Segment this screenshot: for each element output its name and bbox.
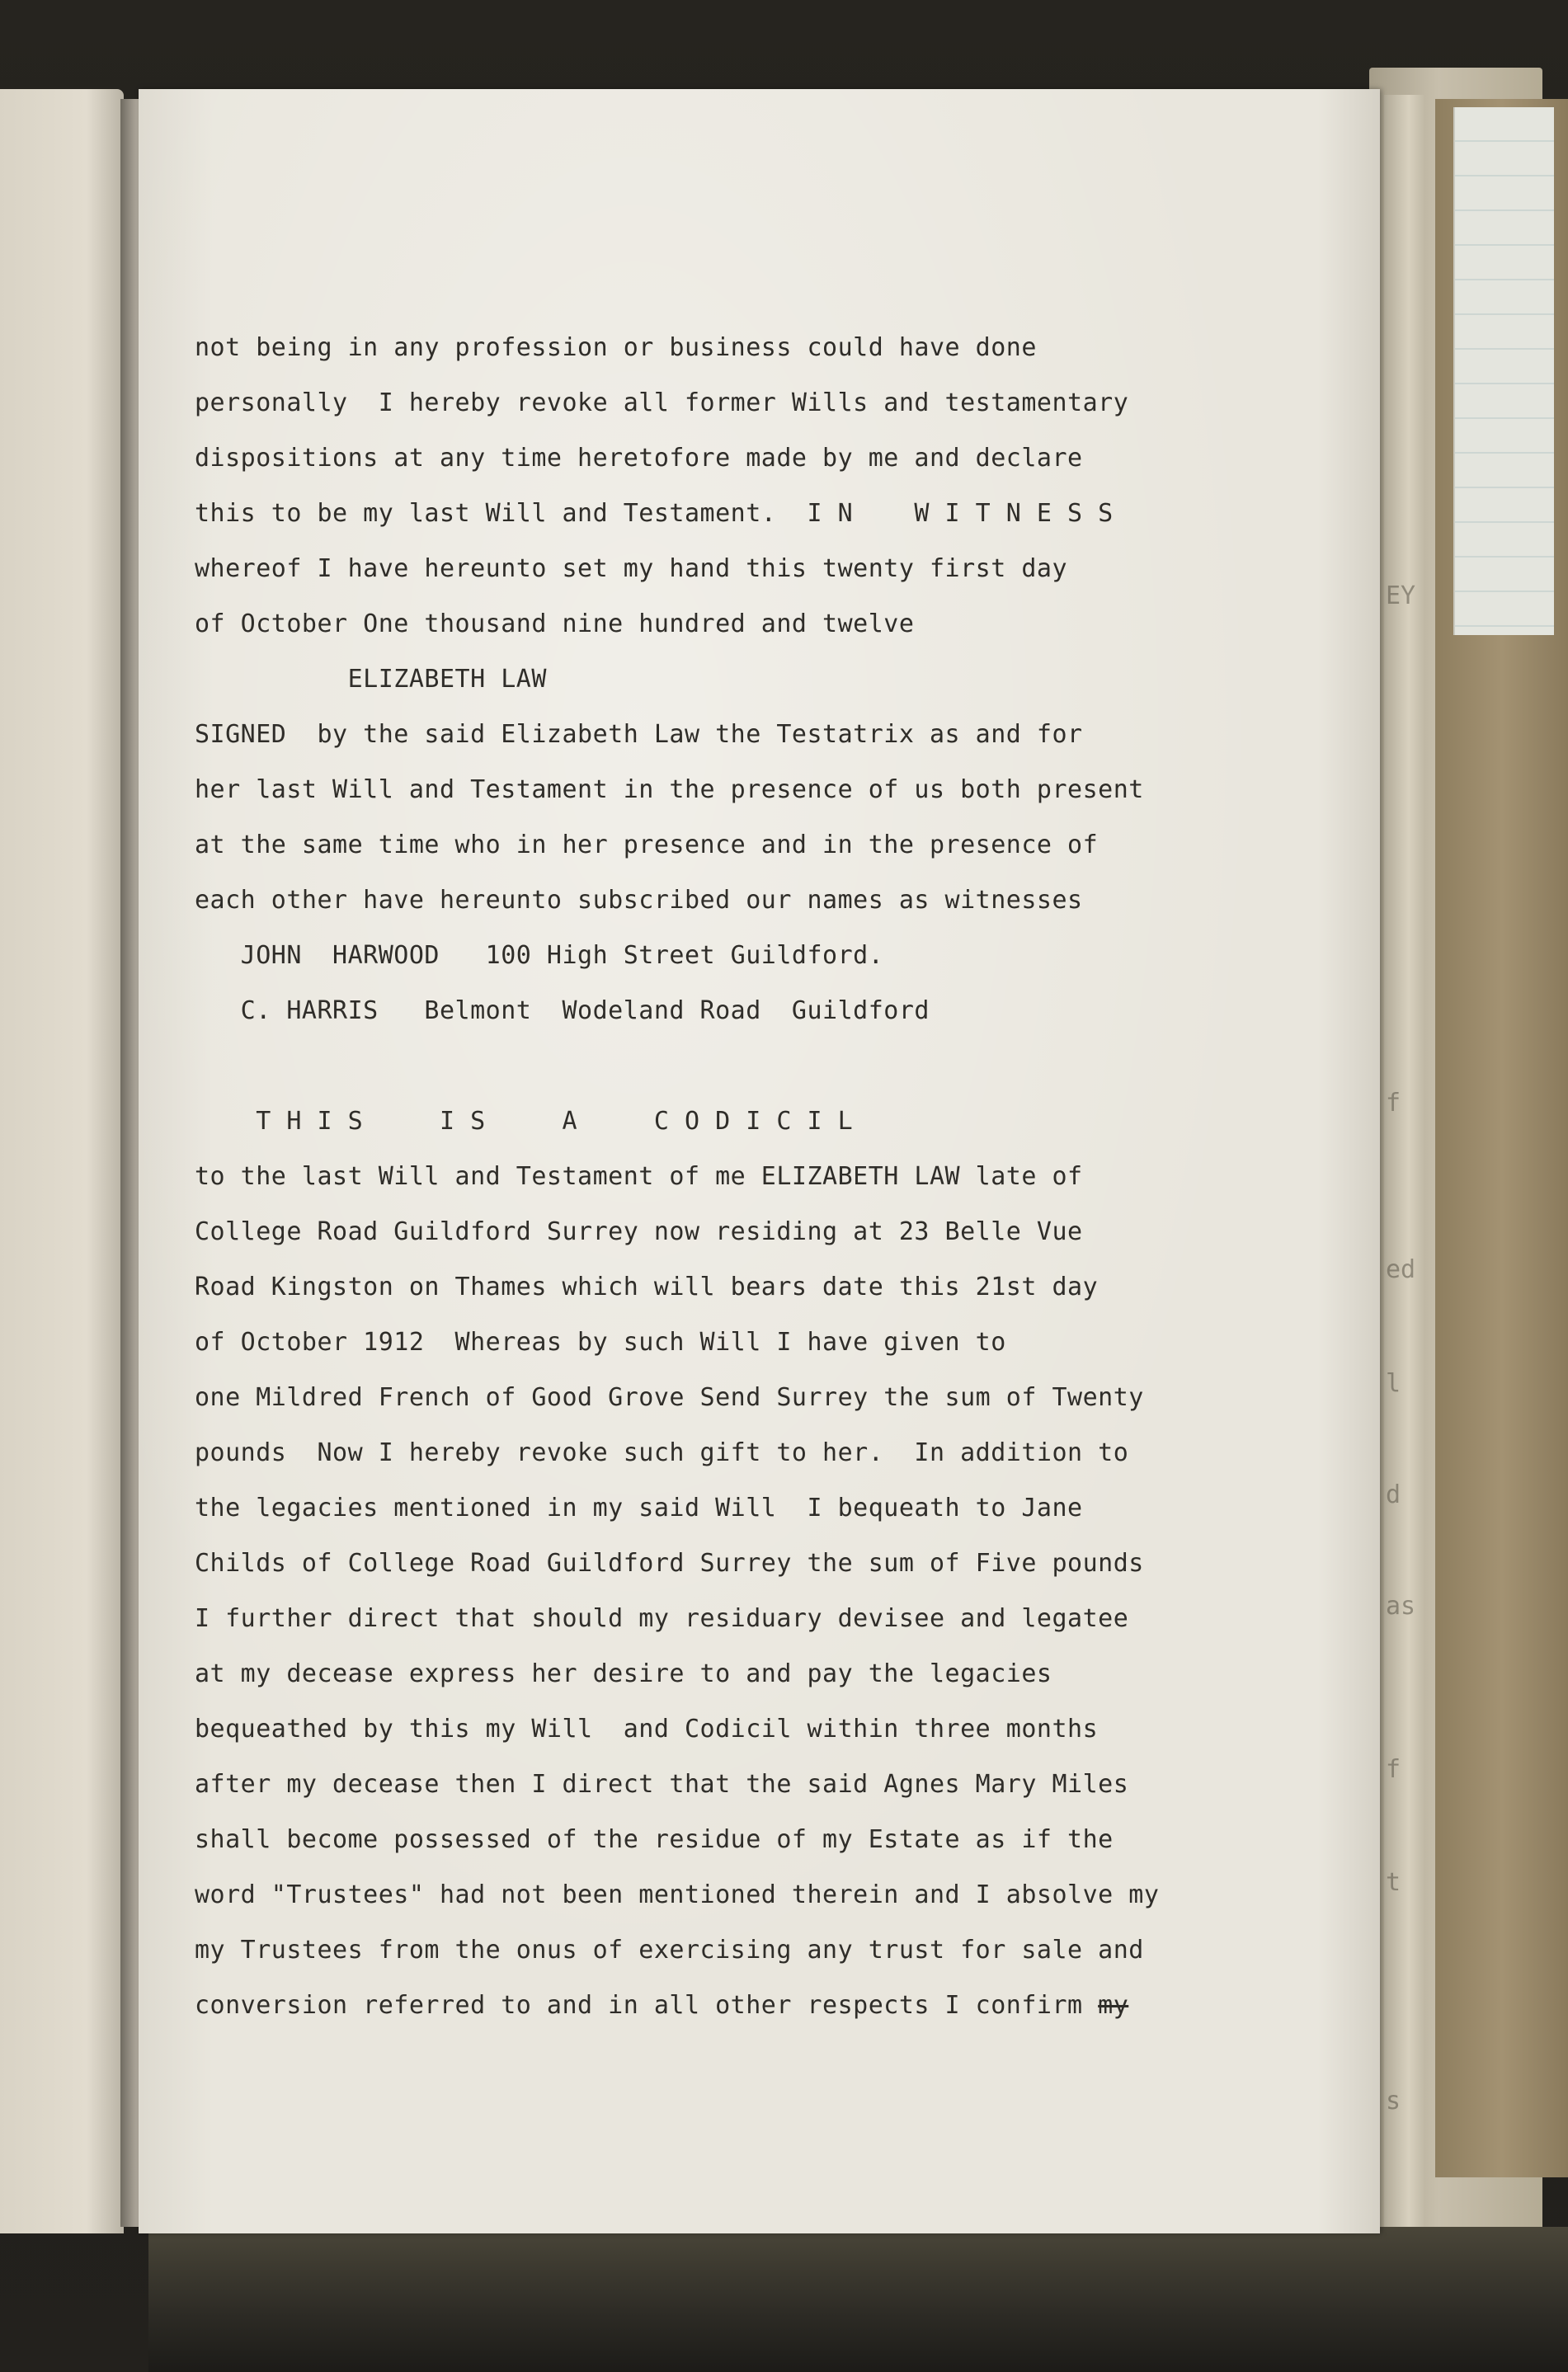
text-line: dispositions at any time heretofore made by me and declare bbox=[195, 444, 1083, 473]
text-line: at my decease express her desire to and pay the legacies bbox=[195, 1659, 1052, 1688]
text-line: at the same time who in her presence and in the presence of bbox=[195, 831, 1099, 859]
blank-line bbox=[195, 1038, 1217, 1094]
margin-fragment: f bbox=[1386, 1755, 1401, 1784]
last-line bbox=[195, 1978, 1217, 2033]
text-line: Childs of College Road Guildford Surrey the sum of Five pounds bbox=[195, 1549, 1144, 1578]
margin-fragment: l bbox=[1386, 1369, 1401, 1398]
testatrix-signature: ELIZABETH LAW bbox=[195, 665, 547, 694]
witness-line: C. HARRIS Belmont Wodeland Road Guildford bbox=[195, 996, 930, 1025]
text-line: conversion referred to and in all other respects I confirm bbox=[195, 1991, 1083, 2020]
text-line: of October 1912 Whereas by such Will I have given to bbox=[195, 1328, 1006, 1357]
text-line: Road Kingston on Thames which will bears date this 21st day bbox=[195, 1273, 1099, 1301]
ledger-scrap bbox=[1453, 107, 1554, 635]
codicil-heading: T H I S I S A C O D I C I L bbox=[195, 1107, 854, 1136]
margin-fragment: f bbox=[1386, 1089, 1401, 1118]
text-line: bequeathed by this my Will and Codicil within three months bbox=[195, 1715, 1099, 1744]
margin-fragment: EY bbox=[1386, 581, 1416, 610]
margin-fragment: ed bbox=[1386, 1255, 1416, 1284]
text-line: College Road Guildford Surrey now residing at 23 Belle Vue bbox=[195, 1217, 1083, 1246]
text-line: the legacies mentioned in my said Will I bequeath to Jane bbox=[195, 1494, 1083, 1523]
witness-line: JOHN HARWOOD 100 High Street Guildford. bbox=[195, 941, 884, 970]
margin-fragment: s bbox=[1386, 2087, 1401, 2116]
text-line: to the last Will and Testament of me ELIZABETH LAW late of bbox=[195, 1162, 1083, 1191]
text-line: after my decease then I direct that the said Agnes Mary Miles bbox=[195, 1770, 1129, 1799]
left-facing-page bbox=[0, 89, 124, 2233]
text-line: of October One thousand nine hundred and twelve bbox=[195, 609, 915, 638]
margin-fragment: d bbox=[1386, 1480, 1401, 1509]
text-line: my Trustees from the onus of exercising any trust for sale and bbox=[195, 1936, 1144, 1965]
struck-word: my bbox=[1098, 1991, 1129, 2020]
binding-board bbox=[148, 2227, 1568, 2372]
text-line: personally I hereby revoke all former Wills and testamentary bbox=[195, 388, 1129, 417]
margin-fragment: as bbox=[1386, 1592, 1416, 1621]
text-line: one Mildred French of Good Grove Send Surrey the sum of Twenty bbox=[195, 1383, 1144, 1412]
text-line: this to be my last Will and Testament. I N W I T N E S S bbox=[195, 499, 1114, 528]
margin-fragment: t bbox=[1386, 1868, 1401, 1897]
text-line: each other have hereunto subscribed our names as witnesses bbox=[195, 886, 1083, 915]
text-line: SIGNED by the said Elizabeth Law the Testatrix as and for bbox=[195, 720, 1083, 749]
text-line: whereof I have hereunto set my hand this twenty first day bbox=[195, 554, 1068, 583]
text-line: not being in any profession or business could have done bbox=[195, 333, 1037, 362]
text-line: her last Will and Testament in the presence of us both present bbox=[195, 775, 1144, 804]
text-line: pounds Now I hereby revoke such gift to her. In addition to bbox=[195, 1438, 1129, 1467]
document-text bbox=[195, 320, 1217, 2033]
text-line: I further direct that should my residuary devisee and legatee bbox=[195, 1604, 1129, 1633]
text-line: shall become possessed of the residue of my Estate as if the bbox=[195, 1825, 1114, 1854]
text-line: word "Trustees" had not been mentioned therein and I absolve my bbox=[195, 1880, 1160, 1909]
next-page-edge bbox=[1384, 95, 1425, 2247]
